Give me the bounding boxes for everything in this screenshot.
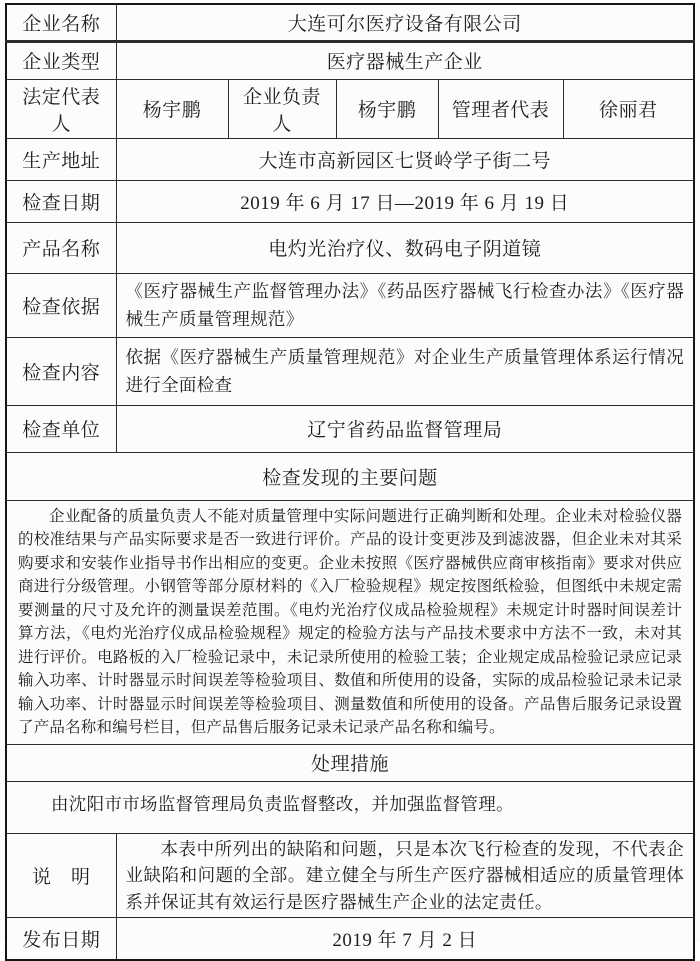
inspection-content-value: 依据《医疗器械生产质量管理规范》对企业生产质量管理体系运行情况进行全面检查 (116, 337, 694, 405)
problems-section-body: 企业配备的质量负责人不能对质量管理中实际问题进行正确判断和处理。企业未对检验仪器的校准结果与产品实际要求是否一致进行评价。产品的设计变更涉及到滤波器，但企业未对其采购要求和安装作业指导书作出相应的变更。企业未按照《医疗器械供应商审核指南》要求对供应商进行分级管理。小钢管等部分原材料的《入厂检验规程》规定按图纸检验，但图纸中未规定需要测量的尺寸及允许的测量误差范围。《电灼光治疗仪成品检验规程》未规定计时器时间误差计算方法，《电灼光治疗仪成品检验规程》规定的检验方法与产品技术要求中方法不一致，未对其进行评价。电路板的入厂检验记录中，未记录所使用的检验工装；企业规定成品检验记录应记录输入功率、计时器显示时间误差等检验项目、数值和所使用的设备，实际的成品检验记录未记录输入功率、计时器显示时间误差等检验项目、测量数值和所使用的设备。产品售后服务记录设置了产品名称和编号栏目，但产品售后服务记录未记录产品名称和编号。 (6, 500, 694, 744)
inspection-unit-value: 辽宁省药品监督管理局 (116, 405, 694, 452)
company-type-value: 医疗器械生产企业 (116, 41, 694, 79)
release-date-value: 2019 年 7 月 2 日 (116, 918, 694, 960)
release-date-label: 发布日期 (6, 918, 116, 960)
product-name-value: 电灼光治疗仪、数码电子阴道镜 (116, 222, 694, 273)
measures-section-header: 处理措施 (6, 744, 694, 781)
problems-section-header: 检查发现的主要问题 (6, 452, 694, 500)
inspection-basis-label: 检查依据 (6, 273, 116, 337)
inspection-date-value: 2019 年 6 月 17 日—2019 年 6 月 19 日 (116, 180, 694, 222)
row-inspection-date (6, 180, 694, 222)
production-address-value: 大连市高新园区七贤岭学子街二号 (116, 138, 694, 180)
note-body: 本表中所列出的缺陷和问题，只是本次飞行检查的发现，不代表企业缺陷和问题的全部。建立健全与所生产医疗器械相适应的质量管理体系并保证其有效运行是医疗器械生产企业的法定责任。 (116, 833, 694, 918)
measures-section-body: 由沈阳市市场监督管理局负责监督整改，并加强监督管理。 (6, 781, 694, 833)
row-problems-header (6, 452, 694, 500)
inspection-date-label: 检查日期 (6, 180, 116, 222)
company-name-label: 企业名称 (6, 4, 116, 41)
company-type-label: 企业类型 (6, 41, 116, 79)
row-note (6, 833, 694, 918)
legal-representative-value: 杨宇鹏 (116, 79, 228, 138)
row-measures-body (6, 781, 694, 833)
note-label: 说 明 (6, 833, 116, 918)
row-release-date (6, 918, 694, 960)
inspection-basis-value: 《医疗器械生产监督管理办法》《药品医疗器械飞行检查办法》《医疗器械生产质量管理规范》 (116, 273, 694, 337)
product-name-label: 产品名称 (6, 222, 116, 273)
row-inspection-basis (6, 273, 694, 337)
production-address-label: 生产地址 (6, 138, 116, 180)
legal-representative-label: 法定代表人 (6, 79, 116, 138)
row-measures-header (6, 744, 694, 781)
row-inspection-content (6, 337, 694, 405)
company-name-value: 大连可尔医疗设备有限公司 (116, 4, 694, 41)
row-inspection-unit (6, 405, 694, 452)
inspection-content-label: 检查内容 (6, 337, 116, 405)
inspection-report-table (5, 3, 695, 961)
row-representatives (6, 79, 694, 138)
row-production-address (6, 138, 694, 180)
row-product-name (6, 222, 694, 273)
company-head-value: 杨宇鹏 (336, 79, 438, 138)
management-representative-value: 徐丽君 (563, 79, 694, 138)
management-representative-label: 管理者代表 (438, 79, 563, 138)
scanned-inspection-report-page (0, 3, 700, 951)
row-company-name (6, 4, 694, 41)
row-company-type (6, 41, 694, 79)
row-problems-body (6, 500, 694, 744)
company-head-label: 企业负责人 (228, 79, 336, 138)
inspection-unit-label: 检查单位 (6, 405, 116, 452)
